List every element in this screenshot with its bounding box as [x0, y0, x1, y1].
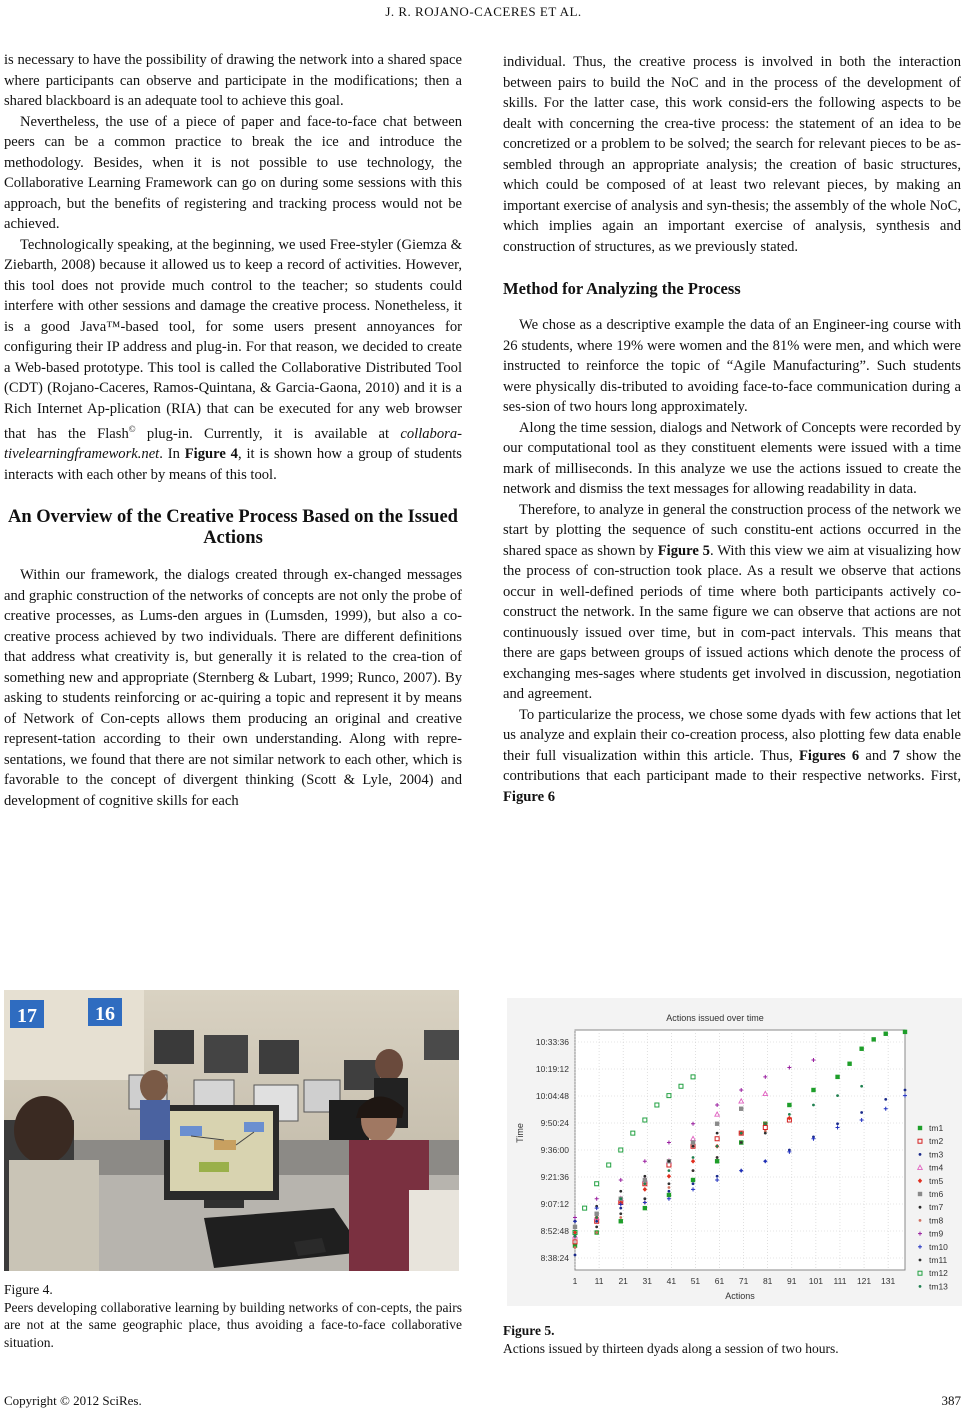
- section-heading: Method for Analyzing the Process: [503, 279, 741, 298]
- data-point: [619, 1190, 622, 1193]
- data-point: [668, 1186, 671, 1189]
- paragraph: [503, 705, 961, 808]
- legend-marker: [918, 1271, 922, 1275]
- paragraph: Within our framework, the dialogs created through ex-changed messages and graphic construction of the networks of concepts are not only the probe of creative processes, as Lums-den argues in (Lumsden, 1999), but also a co-creative process achieved by two individuals. There are different definitions that address what creativity is, but generally it is related to the crea-tion of something new and appropriate (Sternberg & Lubart, 1999; Runco, 2007). By asking to students reinforcing or ac-quiring a topic and represent it by means of Network of Con-cepts allows them producing an original and creative represent-tation according to their own understanding. Along with repre-sentations, we found that there are not similar network to each other, which is favorable to the concept of divergent thinking (Scott & Lyle, 2004) and development of cognitive skills for each: [4, 567, 462, 809]
- text-run: Technologically speaking, at the beginning, we used Free-styler (Giemza & Ziebarth, 2008) because it allowed us to keep a record of activities. However, this tool does not provide much control to the teacher; so students could interfere with other sessions and damage the creative process. Nonetheless, it is a good Java™-based tool, for some users present annoyances for configuring their IP address and plug-in. For that reason, we decided to create a Web-based prototype. This tool is called the Collaborative Distributed Tool (CDT) (Rojano-Caceres, Ramos-Quintana, & Garcia-Gaona, 2010) and it is a Rich Internet Ap-plication (RIA) that can be executed for any web browser that has the Flash: [4, 236, 462, 442]
- legend-entry: tm2: [929, 1136, 944, 1147]
- data-point: [595, 1220, 598, 1223]
- x-tick-label: 101: [808, 1276, 823, 1286]
- data-point: [643, 1182, 646, 1185]
- copyright-footer: Copyright © 2012 SciRes.: [4, 1393, 142, 1408]
- paragraph: individual. Thus, the creative process is involved in both the interaction between pairs to build the NoC and in the process of the development of skills. For the latter case, this work consid-ers the following aspects to be dealt with concerning the crea-tive process: the statement of an idea to be concretized or a problem to be solved; the search for relevant pieces to be as-sembled through an appropriate analysis; the creation of basic structures, which could be composed of at least two relevant pieces, by making an important exercise of analysis and syn-thesis; the assembly of the whole NoC, which implies again an important exercise of analysis, synthesis and construction of structures, as we previously stated.: [503, 54, 961, 255]
- room-sign-17: 17: [17, 1005, 37, 1027]
- data-point: [691, 1140, 695, 1144]
- figure-ref: 7: [892, 747, 900, 764]
- legend-marker: [919, 1219, 922, 1222]
- y-axis-label: Time: [515, 1123, 525, 1143]
- data-point: [692, 1145, 695, 1148]
- data-point: [835, 1075, 839, 1079]
- data-point: [715, 1122, 719, 1126]
- left-column: [4, 50, 462, 811]
- legend-entry: tm12: [929, 1268, 948, 1279]
- text-run: show the contributions that each participant made to their respective networks. First,: [503, 747, 961, 784]
- figure4-caption: [4, 1281, 462, 1351]
- x-tick-label: 31: [642, 1276, 652, 1286]
- chart-title: Actions issued over time: [666, 1013, 764, 1023]
- figure5-caption: [503, 1322, 961, 1357]
- data-point: [871, 1037, 875, 1041]
- running-head: J. R. ROJANO-CACERES ET AL.: [385, 4, 582, 19]
- legend-entry: tm3: [929, 1149, 944, 1160]
- x-tick-label: 131: [881, 1276, 896, 1286]
- x-tick-label: 111: [833, 1276, 847, 1286]
- data-point: [836, 1094, 839, 1097]
- x-tick-label: 71: [738, 1276, 749, 1286]
- legend-entry: tm1: [929, 1123, 944, 1133]
- data-point: [668, 1160, 671, 1163]
- data-point: [903, 1030, 907, 1034]
- actions-time-chart: [507, 998, 962, 1306]
- legend-marker: [919, 1285, 922, 1288]
- legend-entry: tm6: [929, 1189, 944, 1199]
- text-run: . With this view we aim at visualizing how the process of con-struction took place. As a result we observe that actions occur in well-defined periods of time where both participants actively co-construct the network. In the same figure we can observe that actions are not continuously issued over time, but in com-pact intervals. This means that there are gaps between groups of issued actions which denote the process of exchanging mes-sages where students get involved in discussion, negotiation and agreement.: [503, 542, 961, 702]
- data-point: [884, 1032, 888, 1036]
- data-point: [715, 1159, 719, 1163]
- y-tick-label: 8:52:48: [540, 1226, 569, 1236]
- figure4-label: Figure 4.: [4, 1282, 53, 1297]
- data-point: [643, 1197, 646, 1200]
- legend-entry: tm13: [929, 1281, 948, 1292]
- legend-entry: tm9: [929, 1228, 944, 1239]
- x-tick-label: 91: [787, 1276, 797, 1286]
- data-point: [739, 1107, 743, 1111]
- paragraph: is necessary to have the possibility of drawing the network into a shared space where participants can observe and participate in the modifications; then a shared blackboard is an adequate tool to achieve this goal.: [4, 52, 462, 109]
- data-point: [860, 1111, 863, 1114]
- data-point: [595, 1231, 598, 1234]
- text-run: , it is shown how a group of students interacts with each other by means of this tool.: [4, 446, 462, 483]
- legend-marker: [918, 1165, 923, 1169]
- figure4-photo: [4, 990, 459, 1271]
- figure5-caption-text: Actions issued by thirteen dyads along a session of two hours.: [503, 1340, 839, 1356]
- data-point: [788, 1113, 791, 1116]
- data-point: [716, 1132, 719, 1135]
- y-tick-label: 10:19:12: [535, 1064, 569, 1074]
- data-point: [668, 1190, 671, 1193]
- y-tick-label: 9:50:24: [540, 1118, 569, 1128]
- room-sign-16: 16: [95, 1003, 115, 1025]
- text-run: plug-in. Currently, it is available at: [135, 425, 401, 442]
- url-text: collabora-tivelearningframework.net: [4, 425, 462, 463]
- data-point: [619, 1207, 622, 1210]
- data-point: [716, 1156, 719, 1159]
- data-point: [847, 1062, 851, 1066]
- text-run: Therefore, to analyze in general the construction process of the network we start by plotting the sequence of such constitu-ent actions occurred in the shared space as shown by: [503, 501, 961, 559]
- text-run: . In: [159, 446, 185, 463]
- text-run: and: [859, 747, 893, 764]
- paragraph: [503, 500, 961, 705]
- data-point: [643, 1206, 647, 1210]
- data-point: [574, 1254, 577, 1257]
- figure-ref: Figure 6: [503, 788, 556, 805]
- paragraph: We chose as a descriptive example the data of an Engineer-ing course with 26 students, where 19% were women and the 81% were men, and which were instructed to reinforce the topic of “Agile Manufacturing”. Such students were physically dis-tributed to avoiding face-to-face communication during a ses-sion of two hours long approximately.: [503, 317, 961, 415]
- y-tick-label: 10:04:48: [535, 1091, 569, 1101]
- data-point: [787, 1103, 791, 1107]
- data-point: [692, 1182, 695, 1185]
- data-point: [668, 1169, 671, 1172]
- legend-marker: [919, 1259, 922, 1262]
- figure5-chart-panel: [507, 998, 962, 1306]
- data-point: [740, 1132, 743, 1135]
- figure-ref: Figures 6: [798, 747, 860, 764]
- y-tick-label: 10:33:36: [535, 1037, 569, 1047]
- data-point: [619, 1216, 622, 1219]
- x-tick-label: 81: [762, 1276, 773, 1286]
- data-point: [859, 1047, 863, 1051]
- y-tick-label: 9:36:00: [540, 1145, 569, 1155]
- data-point: [764, 1132, 767, 1135]
- y-tick-label: 9:21:36: [540, 1172, 569, 1182]
- data-point: [595, 1216, 598, 1219]
- figure5-label: Figure 5.: [503, 1323, 555, 1338]
- data-point: [716, 1175, 719, 1178]
- legend-marker: [918, 1245, 922, 1249]
- data-point: [812, 1104, 815, 1107]
- legend-entry: tm8: [929, 1215, 944, 1226]
- legend-entry: tm11: [929, 1255, 948, 1265]
- legend-marker: [918, 1232, 922, 1236]
- x-tick-label: 41: [666, 1276, 677, 1286]
- figure4-caption-text: Peers developing collaborative learning by building networks of con-cepts, the pairs are not at the same geographic place, thus avoiding a face-to-face collaborative situation.: [4, 1299, 462, 1350]
- section-heading: An Overview of the Creative Process Based on the Issued Actions: [8, 507, 458, 549]
- data-point: [860, 1085, 863, 1088]
- data-point: [691, 1178, 695, 1182]
- x-tick-label: 1: [572, 1276, 578, 1286]
- data-point: [574, 1235, 577, 1238]
- data-point: [643, 1178, 647, 1182]
- data-point: [692, 1156, 695, 1159]
- legend-marker: [918, 1126, 922, 1130]
- legend-marker: [918, 1139, 922, 1143]
- legend-marker: [918, 1178, 922, 1183]
- data-point: [884, 1098, 887, 1101]
- right-column: [503, 52, 961, 807]
- x-tick-label: 21: [618, 1276, 628, 1286]
- legend-entry: tm10: [929, 1241, 948, 1252]
- y-tick-label: 9:07:12: [540, 1199, 569, 1209]
- figure-ref: Figure 4: [184, 446, 238, 463]
- data-point: [811, 1088, 815, 1092]
- data-point: [668, 1182, 671, 1185]
- data-point: [574, 1246, 577, 1249]
- legend-entry: tm4: [929, 1162, 944, 1173]
- x-tick-label: 51: [690, 1276, 701, 1286]
- data-point: [573, 1225, 577, 1229]
- data-point: [619, 1197, 622, 1200]
- data-point: [740, 1141, 743, 1144]
- data-point: [716, 1145, 719, 1148]
- paragraph: Nevertheless, the use of a piece of paper and face-to-face chat between peers can be a common practice to break the ice and introduce the methodology. Besides, when it is not possible to use technology, the Collaborative Learning Framework can go on during some sessions with this approach, but the benefits of registering and tracking process would not be achieved.: [4, 113, 462, 232]
- legend-entry: tm7: [929, 1202, 944, 1213]
- data-point: [667, 1193, 671, 1197]
- data-point: [594, 1212, 598, 1216]
- legend-entry: tm5: [929, 1175, 944, 1186]
- paragraph: [4, 235, 462, 486]
- data-point: [595, 1225, 598, 1228]
- data-point: [764, 1122, 767, 1125]
- legend-marker: [919, 1206, 922, 1209]
- x-axis-label: Actions: [725, 1291, 755, 1301]
- data-point: [904, 1089, 907, 1092]
- page-number: 387: [941, 1393, 961, 1408]
- x-tick-label: 121: [856, 1276, 872, 1286]
- data-point: [692, 1169, 695, 1172]
- copyright-sup: ©: [128, 424, 136, 434]
- figure-ref: Figure 5: [657, 542, 710, 559]
- data-point: [619, 1212, 622, 1215]
- legend-marker: [918, 1192, 922, 1196]
- x-tick-label: 61: [714, 1276, 725, 1286]
- legend-marker: [919, 1153, 922, 1156]
- x-tick-label: 11: [594, 1276, 604, 1286]
- data-point: [836, 1122, 839, 1125]
- paragraph: Along the time session, dialogs and Network of Concepts were recorded by our computational tool as they constituent elements were issued with a time mark of milliseconds. In this analyze we use the actions issued to create the network and dismiss the text messages for allowing readability in data.: [503, 419, 961, 497]
- text-run: To particularize the process, we chose some dyads with few actions that let us analyze and explain their co-creation process, also plotting few data enable their full visualization within this article. Thus,: [503, 706, 961, 764]
- y-tick-label: 8:38:24: [540, 1253, 569, 1263]
- data-point: [643, 1175, 646, 1178]
- classroom-photo-illustration: [4, 990, 459, 1271]
- data-point: [619, 1219, 623, 1223]
